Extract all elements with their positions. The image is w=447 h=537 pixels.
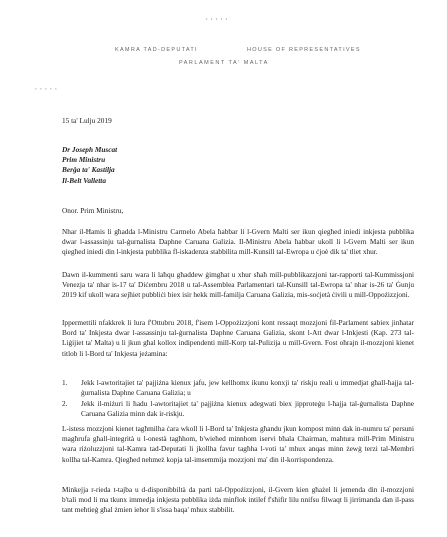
- crest-emblem: • • • • •: [206, 16, 229, 21]
- recipient-title: Prim Ministru: [62, 155, 106, 165]
- letter-date: 15 ta' Lulju 2019: [62, 116, 112, 125]
- recipient-name: Dr Joseph Muscat: [62, 145, 118, 154]
- paragraph-4: L-istess mozzjoni kienet tagħmilha ċara wkoll li l-Bord ta' Inkjesta għandu jkun kompost minn dak in-numru ta' persuni magħrufa għall-integrità u l-onestà tagħhom, b'wieħed minnhom iservi bħala Chairman, maħtura mill-Prim Ministru wara riżoluzzjoni tal-Kamra tad-Deputati li jkollha favur tagħha l-voti ta' mhux anqas minn żewġ terzi tal-Membri kollha tal-Kamra. Qiegħed nehmeż kopja tal-imsemmija mozzjoni ma' din il-korrispondenza.: [62, 424, 414, 464]
- list-item: [62, 399, 414, 419]
- recipient-address: [62, 145, 117, 186]
- letterhead-right-heading: HOUSE OF REPRESENTATIVES: [247, 47, 361, 53]
- list-item-text: Jekk il-miżuri li ħadu l-awtoritajiet ta' pajjiżna kienux adegwati biex jipproteġu l-ħajja tal-ġurnalista Daphne Caruana Galizia minn dak ir-riskju.: [81, 399, 414, 419]
- paragraph-5: Minkejja r-rieda t-tajba u d-disponibbiltà da parti tal-Oppożizzjoni, il-Gvern kien għażel li jemenda din il-mozzjoni b'tali mod li ma tkunx immedja inkjesta pubblika iżda minflok intilef f'sħifir lilu nnifsu filwaqt li jirrimanda dan il-pass tant meħtieġ għal żmien iehor li s'issa baqa' mhux stabbilit.: [62, 485, 414, 515]
- list-item: [62, 378, 414, 398]
- paragraph-2: Dawn il-kummenti saru wara li laħqu għaddew ġimgħat u xhur sħaħ mill-pubblikazzjoni tar-rapporti tal-Kummissjoni Venezja ta' nhar is-17 ta' Diċembru 2018 u tal-Assemblea Parlamentari tal-Kunsill tal-Ewropa ta' nhar is-26 ta' Ġunju 2019 kif ukoll wara sejħiet pubbliċi biex isir hekk mill-familja Caruana Galizia, mis-soċjetà ċivili u mill-Oppożizzjoni.: [62, 270, 414, 300]
- reference-line: * * * * *: [35, 87, 58, 92]
- salutation: Onor. Prim Ministru,: [62, 206, 124, 215]
- recipient-city: Il-Belt Valletta: [62, 175, 106, 185]
- list-item-number: 1.: [62, 378, 68, 387]
- list-item-text: Jekk l-awtoritajiet ta' pajjiżna kienux jafu, jew kellhomx ikunu konxji ta' riskju reali u immedjat għall-ħajja tal-ġurnalista Daphne Caruana Galizia; u: [81, 378, 414, 398]
- paragraph-1: Nhar il-Ħamis li għadda l-Ministru Carmelo Abela ħabbar li l-Gvern Malti ser ikun qiegħed iniedi inkjesta pubblika dwar l-assassinju tal-ġurnalista Daphne Caruana Galizia. Il-Ministru Abela ħabbar ukoll li l-Gvern Malti ser ikun qiegħed iniedi din l-inkjesta pubblika fl-iskadenza stabbilita mill-Kunsill tal-Ewropa u ċjoè dik ta' tliet xhur.: [62, 227, 414, 257]
- list-item-number: 2.: [62, 399, 68, 408]
- letterhead-left-heading: KAMRA TAD-DEPUTATI: [115, 47, 198, 53]
- recipient-street: Berġa ta' Kastilja: [62, 165, 115, 175]
- paragraph-3: Ippermettili nfakkrek li lura f'Ottubru 2018, f'isem l-Oppożizzjoni kont ressaqt mozzjoni fil-Parlament sabiex jinħatar Bord ta' Inkjesta dwar l-assassinju tal-ġurnalista Daphne Caruana Galizia, skont l-Att dwar l-Inkjesti (Kap. 273 tal-Liġijiet ta' Malta) u li jkun għal kollox indipendenti mill-Korp tal-Pulizija u mill-Gvern. Fost oħrajn il-mozzjoni kienet titlob li l-Bord ta' Inkjesta jeżamina:: [62, 318, 414, 358]
- letterhead-subheading: PARLAMENT TA' MALTA: [179, 60, 269, 66]
